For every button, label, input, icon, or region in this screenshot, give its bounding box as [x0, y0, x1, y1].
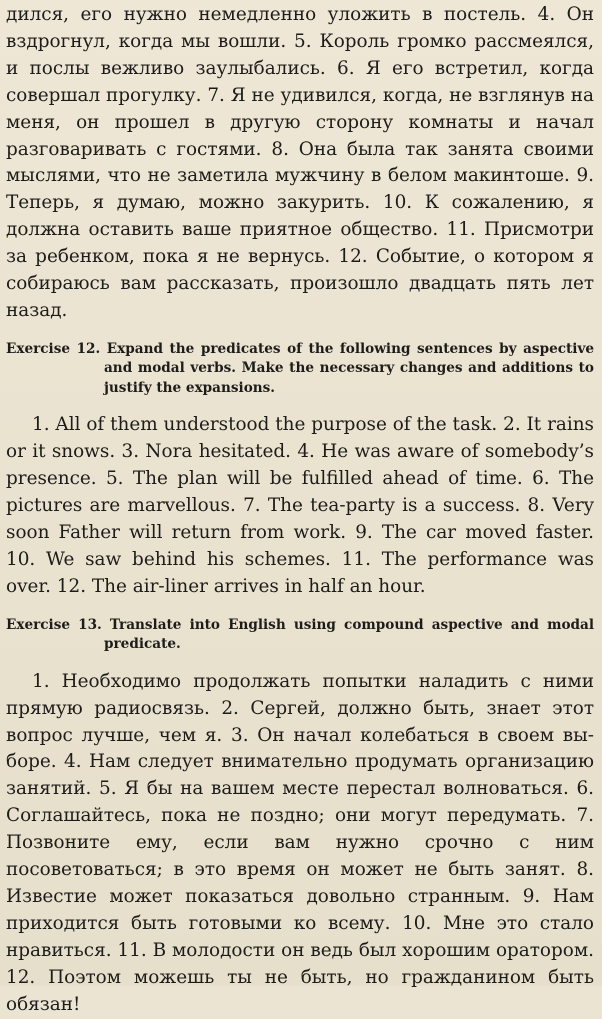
exercise-12-label: Exercise 12.: [6, 340, 101, 357]
exercise-13-instruction: Translate into English using compound aspective and modal predicate.: [104, 616, 594, 653]
continued-paragraph: дился, его нужно немедленно уложить в постель. 4. Он вздрогнул, когда мы вошли. 5. Король громко рассмеялся, и послы вежливо заулыбались. 6. Я его встретил, когда совершал прогулку. 7. Я не удивился, когда, не взглянув на меня, он прошел в другую сторону комнаты и начал разговаривать с гостями. 8. Она была так занята своими мыслями, что не заметила мужчину в белом макинтоше. 9. Теперь, я думаю, можно закурить. 10. К сожалению, я должна оставить ваше приятное общество. 11. Присмотри за ребенком, пока я не вернусь. 12. Событие, о котором я собираюсь вам рассказать, произошло двадцать пять лет назад.: [6, 4, 594, 321]
exercise-13-label: Exercise 13.: [6, 616, 102, 633]
exercise-12-text: 1. All of them understood the purpose of the task. 2. It rains or it snows. 3. Nora hesitated. 4. He was aware of somebody’s presence. 5. The plan will be fulfilled ahead of time. 6. The pictures are marvellous. 7. The tea-party is a success. 8. Very soon Father will return from work. 9. The car moved faster. 10. We saw behind his schemes. 11. The performance was over. 12. The air-liner arrives in half an hour.: [6, 414, 594, 597]
exercise-13-text: 1. Необходимо продолжать попытки наладить с ними прямую радиосвязь. 2. Сергей, должно быть, знает этот вопрос лучше, чем я. 3. Он начал колебаться в своем выборе. 4. Нам следует внимательно продумать организацию занятий. 5. Я бы на вашем месте перестал волноваться. 6. Соглашайтесь, пока не поздно; они могут передумать. 7. Позвоните ему, если вам нужно срочно с ним посоветоваться; в это время он может не быть занят. 8. Известие может показаться довольно странным. 9. Нам приходится быть готовыми ко всему. 10. Мне это стало нравиться. 11. В молодости он ведь был хорошим оратором. 12. Поэтом можешь ты не быть, но гражданином быть обязан!: [6, 670, 594, 1015]
exercise-13-heading: [6, 616, 594, 655]
exercise-12-heading: [6, 340, 594, 399]
exercise-12-instruction: Expand the predicates of the following sentences by aspective and modal verbs. Make the necessary changes and additions to justify the expansions.: [104, 340, 595, 396]
